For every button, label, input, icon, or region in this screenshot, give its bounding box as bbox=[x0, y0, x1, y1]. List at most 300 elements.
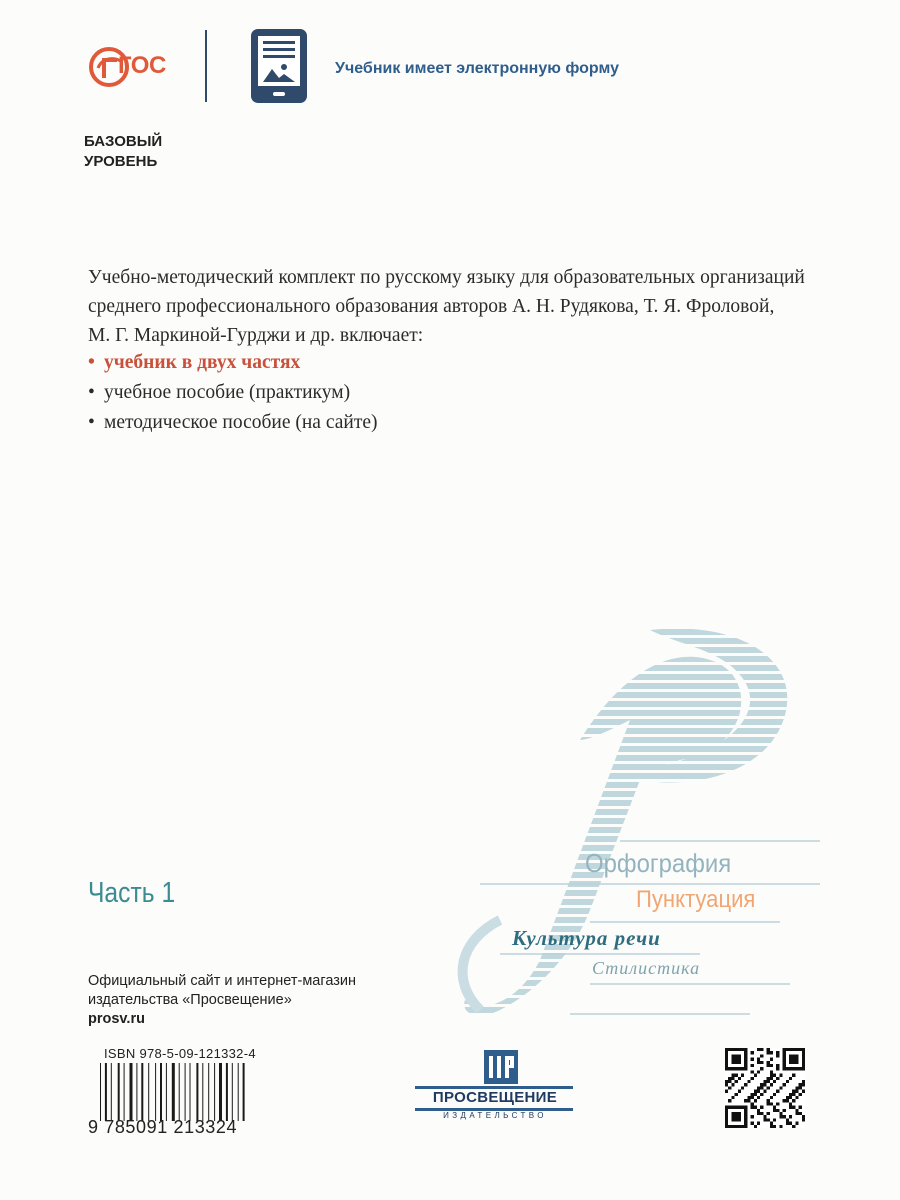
qr-cell bbox=[792, 1099, 795, 1102]
qr-cell bbox=[802, 1080, 805, 1083]
qr-cell bbox=[751, 1122, 754, 1125]
qr-cell bbox=[735, 1080, 738, 1083]
qr-cell bbox=[741, 1125, 744, 1128]
qr-cell bbox=[776, 1102, 779, 1105]
qr-cell bbox=[779, 1125, 782, 1128]
barcode-bar bbox=[214, 1063, 215, 1121]
qr-cell bbox=[738, 1067, 741, 1070]
qr-cell bbox=[725, 1090, 728, 1093]
barcode-bar bbox=[141, 1063, 143, 1121]
qr-cell bbox=[776, 1051, 779, 1054]
qr-cell bbox=[735, 1125, 738, 1128]
qr-cell bbox=[725, 1080, 728, 1083]
header-divider bbox=[205, 30, 207, 102]
qr-cell bbox=[795, 1061, 798, 1064]
qr-cell bbox=[735, 1074, 738, 1077]
qr-cell bbox=[738, 1061, 741, 1064]
qr-cell bbox=[773, 1074, 776, 1077]
qr-cell bbox=[728, 1048, 731, 1051]
qr-cell bbox=[802, 1061, 805, 1064]
qr-cell bbox=[776, 1077, 779, 1080]
qr-cell bbox=[725, 1061, 728, 1064]
qr-cell bbox=[757, 1096, 760, 1099]
qr-cell bbox=[754, 1106, 757, 1109]
qr-cell bbox=[783, 1067, 786, 1070]
qr-cell bbox=[725, 1125, 728, 1128]
qr-cell bbox=[738, 1112, 741, 1115]
publisher-logo-icon bbox=[484, 1050, 518, 1084]
qr-cell bbox=[786, 1099, 789, 1102]
qr-cell bbox=[802, 1058, 805, 1061]
qr-cell bbox=[751, 1102, 754, 1105]
qr-cell bbox=[799, 1086, 802, 1089]
qr-cell bbox=[725, 1106, 728, 1109]
qr-cell bbox=[783, 1058, 786, 1061]
qr-cell bbox=[786, 1080, 789, 1083]
qr-cell bbox=[786, 1118, 789, 1121]
qr-cell bbox=[776, 1067, 779, 1070]
qr-cell bbox=[763, 1080, 766, 1083]
qr-cell bbox=[751, 1064, 754, 1067]
qr-cell bbox=[760, 1083, 763, 1086]
qr-cell bbox=[744, 1118, 747, 1121]
qr-cell bbox=[731, 1058, 734, 1061]
qr-cell bbox=[731, 1061, 734, 1064]
qr-cell bbox=[779, 1074, 782, 1077]
qr-cell bbox=[770, 1096, 773, 1099]
qr-cell bbox=[770, 1064, 773, 1067]
barcode-bar bbox=[136, 1063, 137, 1121]
qr-cell bbox=[792, 1074, 795, 1077]
qr-cell bbox=[767, 1061, 770, 1064]
qr-cell bbox=[795, 1048, 798, 1051]
qr-cell bbox=[789, 1077, 792, 1080]
qr-cell bbox=[770, 1070, 773, 1073]
qr-cell bbox=[786, 1096, 789, 1099]
qr-cell bbox=[744, 1112, 747, 1115]
barcode-bar bbox=[130, 1063, 133, 1121]
qr-cell bbox=[767, 1051, 770, 1054]
qr-cell bbox=[802, 1048, 805, 1051]
qr-cell bbox=[760, 1086, 763, 1089]
list-item bbox=[88, 378, 378, 408]
qr-cell bbox=[741, 1067, 744, 1070]
qr-cell bbox=[792, 1093, 795, 1096]
barcode-bar bbox=[172, 1063, 175, 1121]
qr-cell bbox=[735, 1054, 738, 1057]
barcode-bar bbox=[243, 1063, 245, 1121]
qr-cell bbox=[741, 1106, 744, 1109]
qr-cell bbox=[741, 1086, 744, 1089]
qr-cell bbox=[731, 1115, 734, 1118]
qr-cell bbox=[795, 1086, 798, 1089]
barcode-bar bbox=[118, 1063, 120, 1121]
qr-cell bbox=[738, 1115, 741, 1118]
qr-cell bbox=[757, 1112, 760, 1115]
qr-cell bbox=[757, 1090, 760, 1093]
qr-cell bbox=[731, 1125, 734, 1128]
barcode-icon bbox=[100, 1063, 248, 1121]
qr-cell bbox=[776, 1109, 779, 1112]
qr-cell bbox=[738, 1048, 741, 1051]
qr-cell bbox=[789, 1058, 792, 1061]
qr-cell bbox=[728, 1080, 731, 1083]
qr-cell bbox=[789, 1096, 792, 1099]
qr-cell bbox=[767, 1112, 770, 1115]
qr-cell bbox=[783, 1099, 786, 1102]
qr-cell bbox=[786, 1048, 789, 1051]
barcode-bar bbox=[196, 1063, 198, 1121]
qr-cell bbox=[738, 1054, 741, 1057]
qr-cell bbox=[751, 1106, 754, 1109]
qr-cell bbox=[754, 1090, 757, 1093]
barcode-bar bbox=[166, 1063, 167, 1121]
qr-cell bbox=[728, 1099, 731, 1102]
qr-cell bbox=[725, 1048, 728, 1051]
qr-cell bbox=[799, 1112, 802, 1115]
qr-cell bbox=[799, 1048, 802, 1051]
qr-cell bbox=[725, 1115, 728, 1118]
qr-cell bbox=[735, 1067, 738, 1070]
qr-cell bbox=[760, 1112, 763, 1115]
qr-cell bbox=[795, 1096, 798, 1099]
qr-cell bbox=[735, 1106, 738, 1109]
qr-cell bbox=[744, 1115, 747, 1118]
qr-cell bbox=[741, 1074, 744, 1077]
level-line-2: УРОВЕНЬ bbox=[84, 153, 158, 170]
qr-cell bbox=[770, 1122, 773, 1125]
qr-cell bbox=[770, 1125, 773, 1128]
qr-cell bbox=[773, 1080, 776, 1083]
qr-cell bbox=[802, 1064, 805, 1067]
qr-cell bbox=[731, 1077, 734, 1080]
barcode-bar bbox=[148, 1063, 149, 1121]
qr-cell bbox=[789, 1122, 792, 1125]
qr-cell bbox=[751, 1077, 754, 1080]
description-line-2: среднего профессионального образования авторов А. Н. Рудякова, Т. Я. Фроловой, bbox=[88, 296, 775, 317]
qr-cell bbox=[802, 1054, 805, 1057]
site-line-1: Официальный сайт и интернет-магазин bbox=[88, 973, 356, 989]
qr-cell bbox=[725, 1118, 728, 1121]
qr-cell bbox=[744, 1125, 747, 1128]
qr-cell bbox=[731, 1096, 734, 1099]
qr-cell bbox=[731, 1118, 734, 1121]
qr-cell bbox=[789, 1067, 792, 1070]
qr-cell bbox=[783, 1109, 786, 1112]
qr-cell bbox=[738, 1077, 741, 1080]
qr-cell bbox=[738, 1058, 741, 1061]
qr-cell bbox=[795, 1109, 798, 1112]
qr-cell bbox=[738, 1106, 741, 1109]
qr-cell bbox=[728, 1125, 731, 1128]
qr-cell bbox=[747, 1080, 750, 1083]
qr-cell bbox=[725, 1058, 728, 1061]
qr-cell bbox=[786, 1122, 789, 1125]
list-item bbox=[88, 408, 378, 438]
qr-cell bbox=[767, 1077, 770, 1080]
qr-cell bbox=[754, 1093, 757, 1096]
decor-word-orthography: Орфография bbox=[585, 848, 732, 878]
qr-cell bbox=[728, 1086, 731, 1089]
qr-cell bbox=[799, 1106, 802, 1109]
qr-cell bbox=[760, 1048, 763, 1051]
qr-cell bbox=[760, 1054, 763, 1057]
qr-cell bbox=[731, 1112, 734, 1115]
qr-cell bbox=[738, 1118, 741, 1121]
qr-cell bbox=[770, 1083, 773, 1086]
barcode-bar bbox=[226, 1063, 228, 1121]
qr-cell bbox=[744, 1109, 747, 1112]
site-line-2: издательства «Просвещение» bbox=[88, 992, 292, 1008]
barcode-bar bbox=[185, 1063, 186, 1121]
qr-cell bbox=[783, 1051, 786, 1054]
qr-cell bbox=[779, 1086, 782, 1089]
barcode-bar bbox=[238, 1063, 239, 1121]
qr-cell bbox=[744, 1067, 747, 1070]
qr-cell bbox=[744, 1051, 747, 1054]
qr-cell bbox=[802, 1115, 805, 1118]
qr-cell bbox=[725, 1083, 728, 1086]
kit-components-list bbox=[88, 348, 378, 438]
qr-cell bbox=[731, 1074, 734, 1077]
qr-cell bbox=[783, 1061, 786, 1064]
qr-cell bbox=[789, 1093, 792, 1096]
qr-cell bbox=[754, 1099, 757, 1102]
bullet-dot: • bbox=[88, 412, 95, 433]
qr-cell bbox=[757, 1048, 760, 1051]
qr-cell bbox=[792, 1058, 795, 1061]
decor-word-speech-culture: Культура речи bbox=[512, 926, 661, 950]
barcode-bar bbox=[160, 1063, 162, 1121]
qr-cell bbox=[795, 1067, 798, 1070]
qr-cell bbox=[773, 1125, 776, 1128]
qr-cell bbox=[744, 1061, 747, 1064]
site-url-link[interactable]: prosv.ru bbox=[88, 1011, 145, 1027]
qr-cell bbox=[731, 1048, 734, 1051]
qr-cell bbox=[763, 1083, 766, 1086]
qr-cell bbox=[735, 1061, 738, 1064]
barcode-bar bbox=[202, 1063, 203, 1121]
qr-cell bbox=[792, 1067, 795, 1070]
qr-cell bbox=[751, 1115, 754, 1118]
qr-cell bbox=[802, 1083, 805, 1086]
qr-cell bbox=[725, 1112, 728, 1115]
decor-word-punctuation: Пунктуация bbox=[636, 886, 756, 913]
qr-cell bbox=[744, 1083, 747, 1086]
qr-cell bbox=[747, 1099, 750, 1102]
qr-cell bbox=[770, 1051, 773, 1054]
qr-cell bbox=[783, 1048, 786, 1051]
qr-cell bbox=[783, 1115, 786, 1118]
description-line-3: М. Г. Маркиной-Гурджи и др. включает: bbox=[88, 325, 424, 346]
qr-cell bbox=[735, 1048, 738, 1051]
qr-cell bbox=[751, 1096, 754, 1099]
qr-cell bbox=[728, 1077, 731, 1080]
qr-cell bbox=[744, 1064, 747, 1067]
qr-cell bbox=[757, 1109, 760, 1112]
qr-cell bbox=[770, 1074, 773, 1077]
qr-cell bbox=[795, 1112, 798, 1115]
qr-cell bbox=[744, 1106, 747, 1109]
qr-cell bbox=[795, 1090, 798, 1093]
qr-cell bbox=[738, 1125, 741, 1128]
description-line-1: Учебно-методический комплект по русскому языку для образовательных организаций bbox=[88, 267, 805, 288]
qr-cell bbox=[763, 1118, 766, 1121]
bullet-dot: • bbox=[88, 352, 95, 373]
qr-cell bbox=[757, 1070, 760, 1073]
barcode-bar bbox=[105, 1063, 107, 1121]
qr-cell bbox=[770, 1077, 773, 1080]
qr-cell bbox=[725, 1109, 728, 1112]
qr-cell bbox=[760, 1067, 763, 1070]
barcode-bar bbox=[219, 1063, 222, 1121]
qr-cell bbox=[789, 1115, 792, 1118]
qr-cell bbox=[741, 1048, 744, 1051]
barcode-bar bbox=[208, 1063, 209, 1121]
bullet-dot: • bbox=[88, 382, 95, 403]
qr-cell bbox=[795, 1122, 798, 1125]
qr-cell bbox=[789, 1106, 792, 1109]
qr-cell bbox=[770, 1058, 773, 1061]
qr-cell bbox=[789, 1048, 792, 1051]
qr-cell bbox=[776, 1054, 779, 1057]
qr-cell bbox=[728, 1067, 731, 1070]
qr-cell bbox=[735, 1112, 738, 1115]
qr-cell bbox=[776, 1090, 779, 1093]
qr-cell bbox=[802, 1067, 805, 1070]
qr-cell bbox=[725, 1067, 728, 1070]
publisher-name: ПРОСВЕЩЕНИЕ bbox=[432, 1089, 558, 1106]
qr-cell bbox=[773, 1109, 776, 1112]
qr-cell bbox=[744, 1048, 747, 1051]
barcode-bar bbox=[179, 1063, 180, 1121]
qr-cell bbox=[763, 1115, 766, 1118]
qr-cell bbox=[757, 1086, 760, 1089]
qr-cell bbox=[802, 1118, 805, 1121]
list-item-text: методическое пособие (на сайте) bbox=[104, 412, 378, 433]
barcode-bar bbox=[232, 1063, 233, 1121]
qr-cell bbox=[757, 1061, 760, 1064]
publisher-subtitle: ИЗДАТЕЛЬСТВО bbox=[443, 1111, 547, 1120]
qr-cell bbox=[735, 1115, 738, 1118]
qr-cell bbox=[731, 1083, 734, 1086]
qr-cell bbox=[751, 1070, 754, 1073]
qr-cell bbox=[735, 1118, 738, 1121]
qr-cell bbox=[767, 1080, 770, 1083]
qr-cell bbox=[779, 1112, 782, 1115]
fgos-logo-text: ГОС bbox=[118, 52, 166, 79]
qr-code-icon[interactable] bbox=[725, 1048, 805, 1128]
qr-cell bbox=[728, 1106, 731, 1109]
qr-cell bbox=[731, 1067, 734, 1070]
qr-cell bbox=[799, 1067, 802, 1070]
qr-cell bbox=[792, 1054, 795, 1057]
qr-cell bbox=[751, 1093, 754, 1096]
qr-cell bbox=[735, 1058, 738, 1061]
qr-cell bbox=[792, 1106, 795, 1109]
qr-cell bbox=[795, 1058, 798, 1061]
barcode-bar bbox=[155, 1063, 156, 1121]
tablet-icon bbox=[250, 28, 308, 104]
qr-cell bbox=[789, 1054, 792, 1057]
qr-cell bbox=[792, 1125, 795, 1128]
qr-cell bbox=[799, 1083, 802, 1086]
qr-cell bbox=[783, 1064, 786, 1067]
level-label bbox=[84, 132, 162, 172]
qr-cell bbox=[735, 1093, 738, 1096]
qr-cell bbox=[802, 1051, 805, 1054]
qr-cell bbox=[747, 1096, 750, 1099]
qr-cell bbox=[738, 1090, 741, 1093]
qr-cell bbox=[795, 1054, 798, 1057]
qr-cell bbox=[802, 1090, 805, 1093]
qr-cell bbox=[773, 1118, 776, 1121]
qr-cell bbox=[792, 1048, 795, 1051]
qr-cell bbox=[773, 1093, 776, 1096]
qr-cell bbox=[731, 1054, 734, 1057]
qr-cell bbox=[767, 1064, 770, 1067]
decor-word-stylistics: Стилистика bbox=[592, 958, 701, 978]
qr-cell bbox=[725, 1122, 728, 1125]
qr-cell bbox=[779, 1115, 782, 1118]
qr-cell bbox=[757, 1058, 760, 1061]
qr-cell bbox=[770, 1102, 773, 1105]
list-item-text: учебник в двух частях bbox=[104, 352, 301, 373]
isbn-label: ISBN 978-5-09-121332-4 bbox=[104, 1046, 256, 1061]
barcode-bar bbox=[124, 1063, 125, 1121]
barcode-bar bbox=[100, 1063, 101, 1121]
qr-cell bbox=[760, 1093, 763, 1096]
qr-cell bbox=[725, 1064, 728, 1067]
qr-cell bbox=[767, 1099, 770, 1102]
qr-cell bbox=[767, 1086, 770, 1089]
qr-cell bbox=[773, 1106, 776, 1109]
qr-cell bbox=[792, 1090, 795, 1093]
qr-cell bbox=[725, 1051, 728, 1054]
qr-cell bbox=[763, 1090, 766, 1093]
qr-cell bbox=[760, 1061, 763, 1064]
qr-cell bbox=[725, 1054, 728, 1057]
qr-cell bbox=[754, 1074, 757, 1077]
qr-cell bbox=[789, 1102, 792, 1105]
qr-cell bbox=[751, 1058, 754, 1061]
qr-cell bbox=[767, 1118, 770, 1121]
kit-description bbox=[88, 263, 848, 350]
electronic-form-notice: Учебник имеет электронную форму bbox=[335, 60, 619, 77]
qr-cell bbox=[786, 1067, 789, 1070]
list-item bbox=[88, 348, 378, 378]
barcode-bar bbox=[190, 1063, 191, 1121]
qr-cell bbox=[757, 1122, 760, 1125]
qr-cell bbox=[744, 1058, 747, 1061]
qr-cell bbox=[776, 1064, 779, 1067]
qr-cell bbox=[731, 1106, 734, 1109]
publisher-site-info bbox=[88, 972, 356, 1029]
part-number: Часть 1 bbox=[88, 877, 176, 909]
qr-cell bbox=[792, 1061, 795, 1064]
level-line-1: БАЗОВЫЙ bbox=[84, 133, 163, 150]
qr-cell bbox=[767, 1048, 770, 1051]
qr-cell bbox=[789, 1061, 792, 1064]
qr-cell bbox=[783, 1054, 786, 1057]
qr-cell bbox=[760, 1106, 763, 1109]
barcode-number: 9 785091 213324 bbox=[88, 1117, 238, 1137]
qr-cell bbox=[783, 1083, 786, 1086]
barcode-bar bbox=[111, 1063, 112, 1121]
list-item-text: учебное пособие (практикум) bbox=[104, 382, 351, 403]
qr-cell bbox=[744, 1122, 747, 1125]
qr-cell bbox=[754, 1125, 757, 1128]
